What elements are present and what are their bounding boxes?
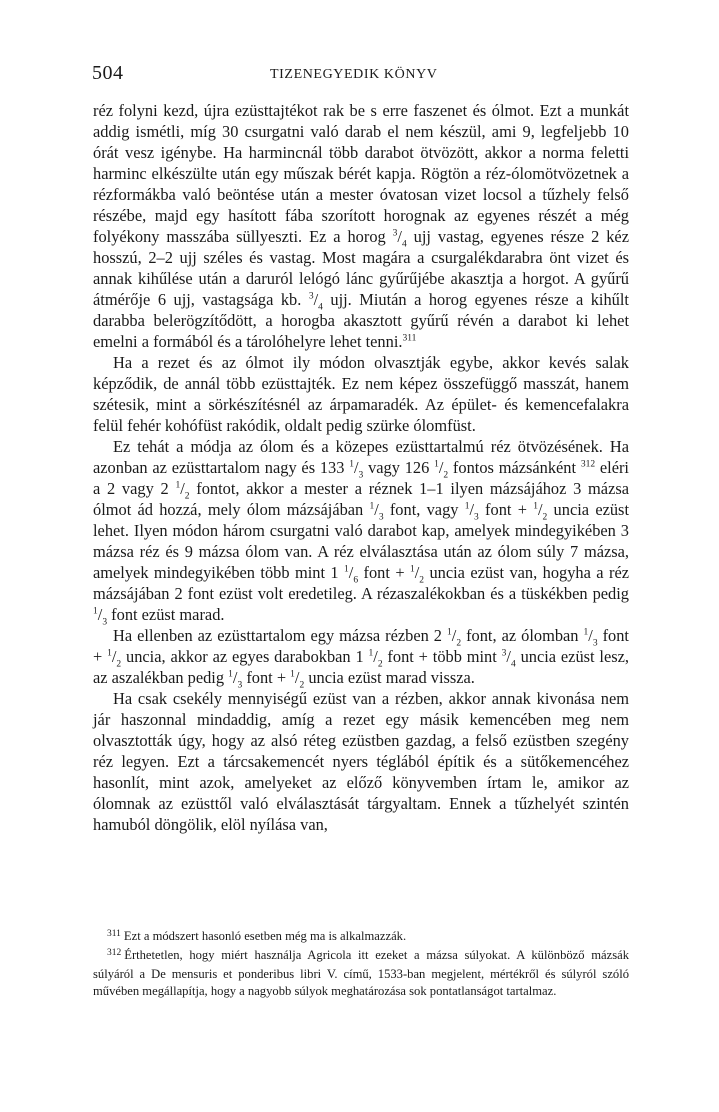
subscript: 2 [377, 659, 383, 670]
text-run: / [232, 668, 238, 687]
superscript: 1 [93, 606, 98, 617]
text-run: / [469, 500, 475, 519]
text-run: font + [358, 563, 410, 582]
text-run: font + [242, 668, 291, 687]
superscript: 3 [308, 291, 314, 302]
subscript: 3 [358, 470, 364, 481]
text-run: / [373, 647, 378, 666]
superscript: 3 [392, 228, 398, 239]
page-number: 504 [92, 62, 124, 84]
footnote-mark: 311 [107, 929, 121, 939]
footnote-text: Érthetetlen, hogy miért használja Agricola itt ezeket a mázsa súlyokat. A különböző mázsák súlyáról a De mensuris et ponderibus libri V. című, 1533-ban megjelent, mértékről és súlyról szóló művében megállapítja, hogy a nagyobb súlyok meghatározása sok pontatlanságot tartalmaz. [93, 948, 629, 998]
text-run: / [414, 563, 420, 582]
subscript: 4 [318, 302, 323, 313]
superscript: 1 [107, 648, 112, 659]
superscript: 1 [434, 459, 439, 470]
footnote-mark: 312 [107, 948, 122, 958]
text-run: uncia ezüst lesz, az aszalékban pedig [93, 647, 630, 687]
superscript: 1 [409, 564, 415, 575]
text-run: / [180, 479, 185, 498]
superscript: 1 [349, 459, 354, 470]
text-run: Ha ellenben az ezüsttartalom egy mázsa rézben 2 [113, 626, 447, 645]
superscript: 1 [344, 564, 349, 575]
superscript: 1 [228, 669, 233, 680]
body-text [93, 100, 629, 835]
text-run: / [353, 458, 359, 477]
superscript: 312 [580, 459, 596, 470]
text-run: Ez tehát a módja az ólom és a közepes ezüsttartalmú réz ötvözésének. Ha azonban az ezüsttartalom nagy és 133 [93, 437, 629, 477]
text-run: font + több mint [382, 647, 502, 666]
superscript: 311 [402, 333, 417, 344]
superscript: 1 [290, 669, 295, 680]
text-run: ujj vastag, egyenes része 2 kéz hosszú, 2–2 ujj széles és vastag. Most magára a csurgalékdarabra önt vizet és annak kihűlése után a daruról lelógó lánc gyűrűjébe akasztja a horgot. A gyűrű átmérője 6 ujj, vastagsága kb. [93, 227, 629, 309]
subscript: 3 [378, 512, 384, 523]
superscript: 1 [447, 627, 452, 638]
footnote [93, 947, 629, 1000]
subscript: 2 [116, 659, 122, 670]
text-run: font, vagy [383, 500, 465, 519]
running-head: TIZENEGYEDIK KÖNYV [270, 67, 438, 82]
text-run: / [348, 563, 354, 582]
text-run: fontos mázsánként [448, 458, 581, 477]
superscript: 1 [368, 648, 374, 659]
subscript: 3 [237, 680, 243, 691]
footnote [93, 928, 629, 947]
subscript: 3 [474, 512, 479, 523]
text-run: font + [478, 500, 534, 519]
text-run: uncia ezüst lehet. Ilyen módon három csurgatni való darabot kap, amelyek mindegyikében 3 mázsa réz és 9 mázsa ólom van. A réz elválasztása után az ólom súly 7 mázsa, amelyek mindegyikében több mint 1 [93, 500, 629, 582]
subscript: 4 [401, 239, 407, 250]
text-run: Ha a rezet és az ólmot ily módon olvasztják egybe, akkor kevés salak képződik, de annál több ezüsttajték. Ez nem képez összefüggő masszát, hanem szétesik, mint a sörkészítésnél az árpamaradék. Az épület- és kemencefalakra felül fehér kohófüst rakódik, oldalt pedig szürke ólomfüst. [93, 353, 629, 435]
text-run: fontot, akkor a mester a réznek 1–1 ilyen mázsájához 3 mázsa ólmot ád hozzá, mely ólom mázsájában [93, 479, 629, 519]
text-run: / [97, 605, 103, 624]
subscript: 6 [353, 575, 359, 586]
text-run: réz folyni kezd, újra ezüsttajtékot rak be s erre faszenet és ólmot. Ezt a munkát addig ismétli, míg 30 csurgatni való darab el nem készül, ami 9, legfeljebb 10 órát vesz igénybe. Ha harmincnál több darabot ötvözött, akkor a norma feletti harminc elkészülte után egy műszak bérét kapja. Rögtön a réz-ólomötvözetnek a rézformákba való beöntése után a mester óvatosan vizet locsol a tűzhely felső részébe, majd egy hasított fába szorított horognak az egyenes részét a még folyékony masszába süllyeszti. Ez a horog [93, 101, 629, 246]
body-paragraph [93, 100, 629, 352]
text-run: / [397, 227, 402, 246]
superscript: 1 [369, 501, 375, 512]
subscript: 2 [542, 512, 548, 523]
text-run: font ezüst marad. [107, 605, 225, 624]
subscript: 2 [443, 470, 449, 481]
footnote-text: Ezt a módszert hasonló esetben még ma is alkalmazzák. [123, 929, 407, 943]
text-run: uncia ezüst marad vissza. [304, 668, 475, 687]
text-run: Ha csak csekély mennyiségű ezüst van a rézben, akkor annak kivonása nem jár haszonnal mindaddig, amíg a rezet egy másik kemencében meg nem olvasztották úgy, hogy az alsó réteg ezüstben gazdag, a felső ezüstben szegény réz legyen. Ezt a tárcsakemencét nyers téglából építik és a sütőkemencéhez hasonlít, mint azok, amelyeket az előző könyvemben írtam le, amikor az ólomnak az ezüsttől való elválasztását tárgyaltam. Ennek a tűzhelyét szintén hamuból döngölik, elöl nyílása van, [93, 689, 629, 834]
text-run: / [294, 668, 300, 687]
subscript: 3 [102, 617, 108, 628]
text-run: / [451, 626, 457, 645]
superscript: 1 [583, 627, 589, 638]
text-run: uncia, akkor az egyes darabokban 1 [121, 647, 369, 666]
subscript: 2 [299, 680, 305, 691]
text-run: vagy 126 [363, 458, 435, 477]
text-run: / [111, 647, 117, 666]
text-run: uncia ezüst van, hogyha a réz mázsájában 2 font ezüst volt eredetileg. A rézaszalékokban és a tüskékben pedig [93, 563, 629, 603]
subscript: 3 [592, 638, 598, 649]
text-run: font, az ólomban [461, 626, 584, 645]
superscript: 1 [464, 501, 470, 512]
body-paragraph [93, 625, 630, 691]
body-paragraph [93, 436, 629, 628]
footnotes [93, 928, 629, 1000]
text-run: / [438, 458, 444, 477]
superscript: 1 [533, 501, 538, 512]
subscript: 4 [510, 659, 516, 670]
superscript: 3 [501, 648, 507, 659]
text-run: eléri a 2 vagy 2 [93, 458, 629, 498]
text-run: / [588, 626, 593, 645]
body-paragraph [93, 688, 629, 835]
text-run: / [313, 290, 319, 309]
text-run: / [537, 500, 543, 519]
subscript: 2 [456, 638, 462, 649]
text-run: / [374, 500, 379, 519]
text-run: font + [93, 626, 629, 666]
text-run: ujj. Miután a horog egyenes része a kihűlt darabba belerögzítődött, a horogba akasztott gyűrű révén a darabot ki lehet emelni a formából és a tárolóhelyre lehet tenni. [93, 290, 629, 351]
subscript: 2 [419, 575, 425, 586]
superscript: 1 [175, 480, 181, 491]
body-paragraph [93, 352, 629, 436]
text-run: / [506, 647, 511, 666]
subscript: 2 [184, 491, 190, 502]
